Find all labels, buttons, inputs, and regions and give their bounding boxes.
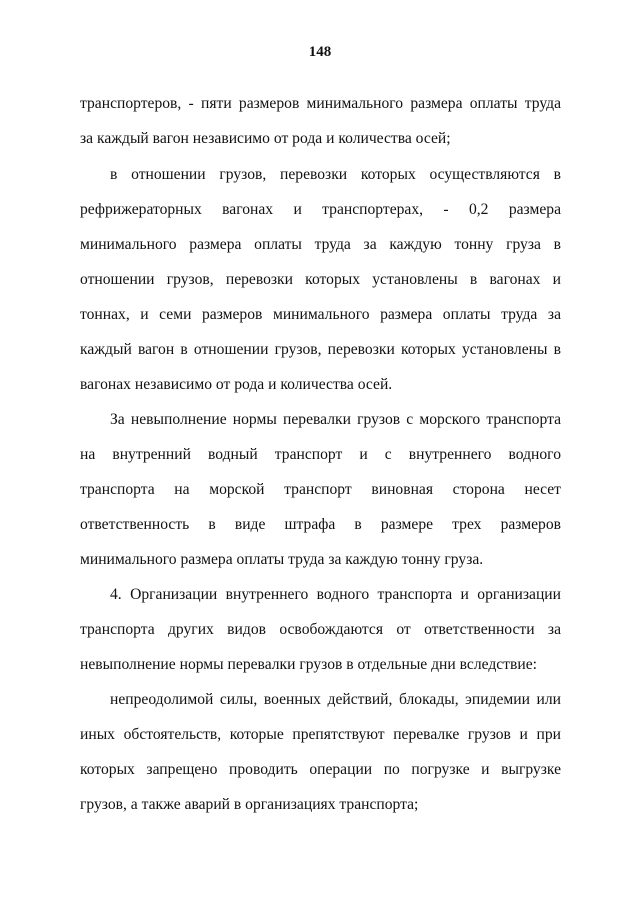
text-line: транспорта других видов освобождаются от ответственности за: [80, 621, 561, 638]
text-line: транспорта на морской транспорт виновная сторона несет: [80, 481, 561, 498]
text-line: каждый вагон в отношении грузов, перевозки которых установлены в: [80, 341, 561, 358]
text-line: за каждый вагон независимо от рода и количества осей;: [80, 130, 451, 147]
text-line: вагонах независимо от рода и количества осей.: [80, 376, 393, 393]
text-line: непреодолимой силы, военных действий, блокады, эпидемии или: [110, 691, 561, 708]
text-line: на внутренний водный транспорт и с внутреннего водного: [80, 446, 561, 463]
text-line: 4. Организации внутреннего водного транспорта и организации: [110, 586, 561, 603]
text-line: За невыполнение нормы перевалки грузов с морского транспорта: [110, 411, 561, 428]
text-line: минимального размера оплаты труда за каждую тонну груза.: [80, 551, 484, 568]
text-line: минимального размера оплаты труда за каждую тонну груза в: [80, 236, 561, 253]
text-line: которых запрещено проводить операции по погрузке и выгрузке: [80, 761, 561, 778]
text-line: отношении грузов, перевозки которых установлены в вагонах и: [80, 271, 561, 288]
text-line: в отношении грузов, перевозки которых осуществляются в: [110, 166, 561, 183]
text-line: тоннах, и семи размеров минимального размера оплаты труда за: [80, 306, 561, 323]
text-line: иных обстоятельств, которые препятствуют перевалке грузов и при: [80, 726, 561, 743]
text-line: грузов, а также аварий в организациях транспорта;: [80, 796, 419, 813]
text-line: ответственность в виде штрафа в размере трех размеров: [80, 516, 561, 533]
page-number: 148: [308, 44, 332, 60]
text-line: невыполнение нормы перевалки грузов в отдельные дни вследствие:: [80, 656, 537, 673]
text-line: транспортеров, - пяти размеров минимального размера оплаты труда: [80, 95, 561, 112]
text-line: рефрижераторных вагонах и транспортерах, - 0,2 размера: [80, 201, 561, 218]
